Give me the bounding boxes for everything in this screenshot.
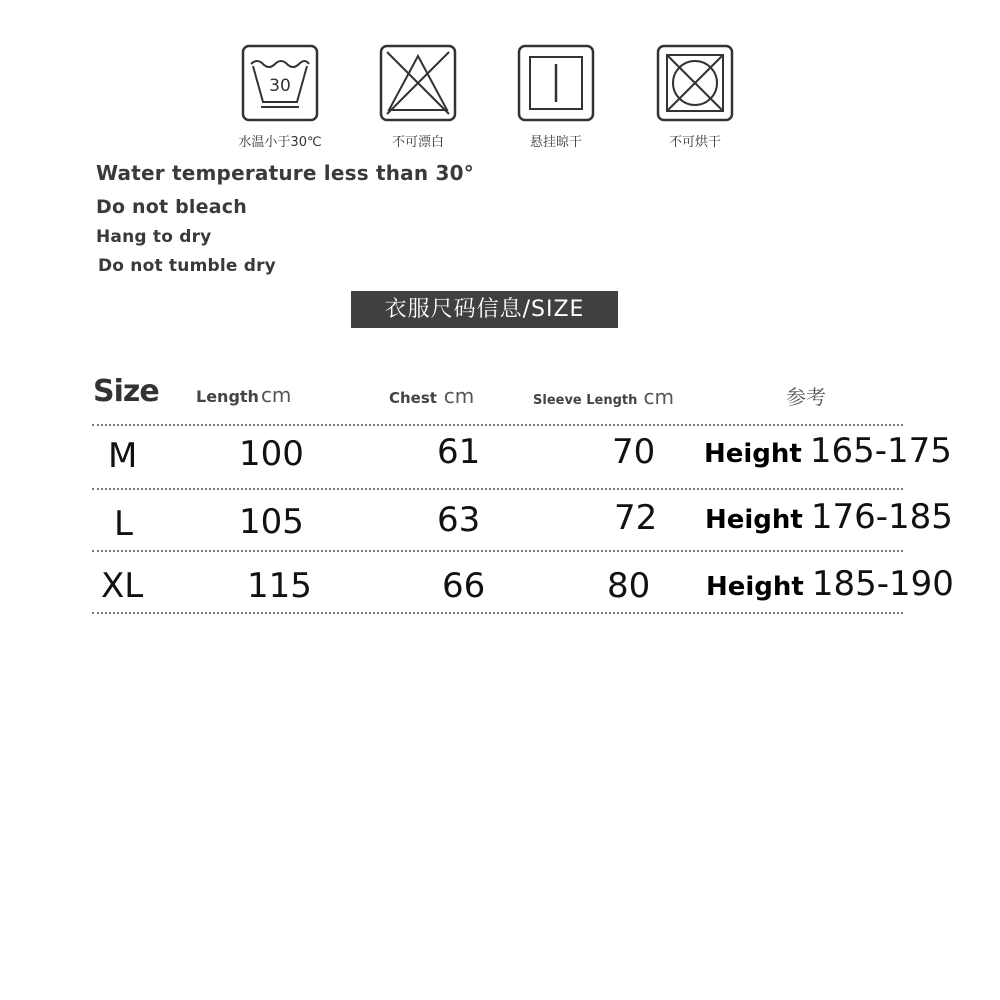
header-sleeve bbox=[533, 385, 674, 409]
row-xl-height-value: 185-190 bbox=[811, 564, 954, 604]
header-chest bbox=[389, 384, 474, 408]
header-length bbox=[196, 383, 291, 407]
wash-temp-number: 30 bbox=[269, 76, 291, 96]
no-bleach-icon bbox=[379, 44, 457, 122]
row-l-chest: 63 bbox=[437, 500, 481, 540]
care-label-no-bleach: 不可漂白 bbox=[391, 135, 444, 150]
row-xl-length: 115 bbox=[247, 566, 312, 606]
header-chest-unit: cm bbox=[443, 384, 475, 408]
table-divider bbox=[92, 612, 903, 614]
header-chest-label: Chest bbox=[389, 389, 437, 407]
care-text-no-bleach: Do not bleach bbox=[96, 196, 247, 218]
size-info-banner: 衣服尺码信息/SIZE bbox=[351, 291, 618, 328]
row-xl-height bbox=[706, 564, 954, 604]
row-l-height-value: 176-185 bbox=[810, 497, 953, 537]
header-size: Size bbox=[93, 374, 159, 409]
row-xl-height-label: Height bbox=[706, 572, 804, 602]
row-m-height-label: Height bbox=[704, 439, 802, 469]
header-length-unit: cm bbox=[260, 383, 292, 407]
header-sleeve-unit: cm bbox=[643, 385, 675, 409]
row-l-length: 105 bbox=[239, 502, 304, 542]
care-label-wash: 水温小于30℃ bbox=[238, 135, 322, 150]
hang-dry-icon bbox=[517, 44, 595, 122]
header-sleeve-label: Sleeve Length bbox=[533, 393, 638, 408]
header-length-label: Length bbox=[196, 387, 259, 406]
row-xl-sleeve: 80 bbox=[607, 566, 651, 606]
row-m-height-value: 165-175 bbox=[809, 431, 952, 471]
row-xl-chest: 66 bbox=[442, 566, 486, 606]
row-m-height bbox=[704, 431, 952, 471]
row-m-sleeve: 70 bbox=[612, 432, 656, 472]
care-text-water-temp: Water temperature less than 30° bbox=[96, 161, 474, 185]
row-l-size: L bbox=[114, 504, 133, 544]
row-l-height-label: Height bbox=[705, 505, 803, 535]
care-text-hang-dry: Hang to dry bbox=[96, 227, 212, 247]
row-m-size: M bbox=[108, 436, 138, 476]
table-divider bbox=[92, 488, 903, 490]
row-m-length: 100 bbox=[239, 434, 304, 474]
table-divider bbox=[92, 424, 903, 426]
care-label-no-tumble: 不可烘干 bbox=[668, 135, 721, 150]
no-tumble-dry-icon bbox=[656, 44, 734, 122]
care-label-hang-dry: 悬挂晾干 bbox=[529, 135, 582, 150]
row-l-sleeve: 72 bbox=[614, 498, 658, 538]
header-reference: 参考 bbox=[786, 385, 826, 409]
row-xl-size: XL bbox=[101, 566, 144, 606]
care-text-no-tumble: Do not tumble dry bbox=[98, 256, 276, 276]
row-m-chest: 61 bbox=[437, 432, 481, 472]
wash-30-icon bbox=[241, 44, 319, 122]
table-divider bbox=[92, 550, 903, 552]
row-l-height bbox=[705, 497, 953, 537]
